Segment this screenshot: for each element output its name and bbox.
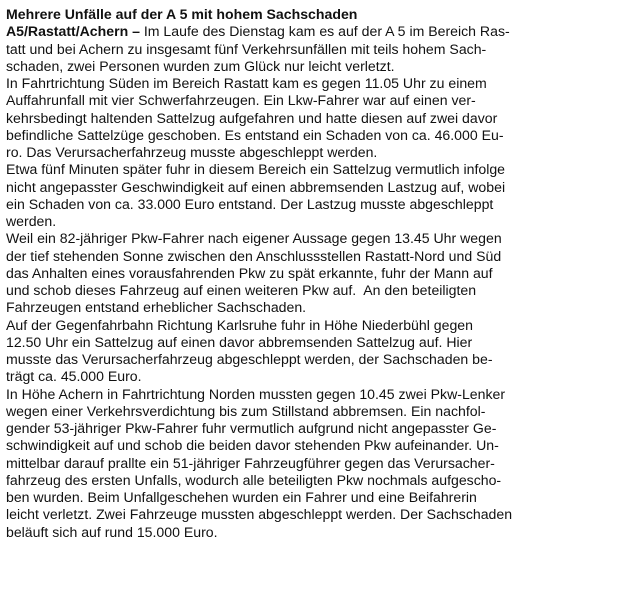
headline: Mehrere Unfälle auf der A 5 mit hohem Sachschaden bbox=[6, 6, 358, 22]
article-line-text: Im Laufe des Dienstag kam es auf der A 5 im Bereich Ras- bbox=[139, 23, 510, 40]
article-line: tatt und bei Achern zu insgesamt fünf Verkehrsunfällen mit teils hohem Sach- bbox=[6, 40, 487, 57]
article-line: trägt ca. 45.000 Euro. bbox=[6, 368, 142, 385]
article-line: und schob dieses Fahrzeug auf einen weiteren Pkw auf. An den beteiligten bbox=[6, 282, 477, 298]
article-line: Auf der Gegenfahrbahn Richtung Karlsruhe fuhr in Höhe Niederbühl gegen bbox=[6, 316, 473, 333]
article-line: nicht angepasster Geschwindigkeit auf einen abbremsenden Lastzug auf, wobei bbox=[6, 178, 506, 195]
article-line: das Anhalten eines vorausfahrenden Pkw zu spät erkannte, fuhr der Mann auf bbox=[6, 264, 493, 281]
article-line: mittelbar darauf prallte ein 51-jähriger Fahrzeugführer gegen das Verursacher- bbox=[6, 454, 495, 471]
article-line: Fahrzeugen entstand erheblicher Sachschaden. bbox=[6, 299, 307, 316]
article-line: ro. Das Verursacherfahrzeug musste abgeschleppt werden. bbox=[6, 144, 378, 160]
article-line bbox=[6, 23, 602, 40]
article-line: In Höhe Achern in Fahrtrichtung Norden mussten gegen 10.45 zwei Pkw-Lenker bbox=[6, 385, 506, 402]
article-line: werden. bbox=[6, 213, 57, 229]
article-line: ein Schaden von ca. 33.000 Euro entstand. Der Lastzug musste abgeschleppt bbox=[6, 195, 494, 212]
article-line: fahrzeug des ersten Unfalls, wodurch alle beteiligten Pkw nochmals aufgescho- bbox=[6, 471, 502, 488]
article-line: Weil ein 82-jähriger Pkw-Fahrer nach eigener Aussage gegen 13.45 Uhr wegen bbox=[6, 230, 502, 247]
article-line: Auffahrunfall mit vier Schwerfahrzeugen. Ein Lkw-Fahrer war auf einen ver- bbox=[6, 92, 476, 109]
article-line: 12.50 Uhr ein Sattelzug auf einen davor abbremsenden Sattelzug auf. Hier bbox=[6, 333, 473, 350]
article-line: ben wurden. Beim Unfallgeschehen wurden ein Fahrer und eine Beifahrerin bbox=[6, 489, 477, 505]
article-line: gender 53-jähriger Pkw-Fahrer fuhr vermutlich aufgrund nicht angepasster Ge- bbox=[6, 420, 497, 436]
article-line: wegen einer Verkehrsverdichtung bis zum Stillstand abbremsen. Ein nachfol- bbox=[6, 402, 486, 419]
article-line: schaden, zwei Personen wurden zum Glück nur leicht verletzt. bbox=[6, 57, 395, 74]
article bbox=[6, 6, 602, 541]
dateline: A5/Rastatt/Achern – bbox=[6, 23, 140, 40]
article-line: der tief stehenden Sonne zwischen den Anschlussstellen Rastatt-Nord und Süd bbox=[6, 247, 502, 264]
article-line: Etwa fünf Minuten später fuhr in diesem Bereich ein Sattelzug vermutlich infolge bbox=[6, 161, 506, 178]
article-line: kehrsbedingt haltenden Sattelzug aufgefahren und hatte diesen auf zwei davor bbox=[6, 109, 498, 126]
article-line: leicht verletzt. Zwei Fahrzeuge mussten abgeschleppt werden. Der Sachschaden bbox=[6, 506, 513, 523]
article-line: befindliche Sattelzüge geschoben. Es entstand ein Schaden von ca. 46.000 Eu- bbox=[6, 126, 504, 143]
article-line: musste das Verursacherfahrzeug abgeschleppt werden, der Sachschaden be- bbox=[6, 351, 493, 367]
article-line: beläuft sich auf rund 15.000 Euro. bbox=[6, 523, 218, 540]
article-line: schwindigkeit auf und schob die beiden davor stehenden Pkw aufeinander. Un- bbox=[6, 437, 499, 454]
article-line: In Fahrtrichtung Süden im Bereich Rastatt kam es gegen 11.05 Uhr zu einem bbox=[6, 75, 487, 91]
